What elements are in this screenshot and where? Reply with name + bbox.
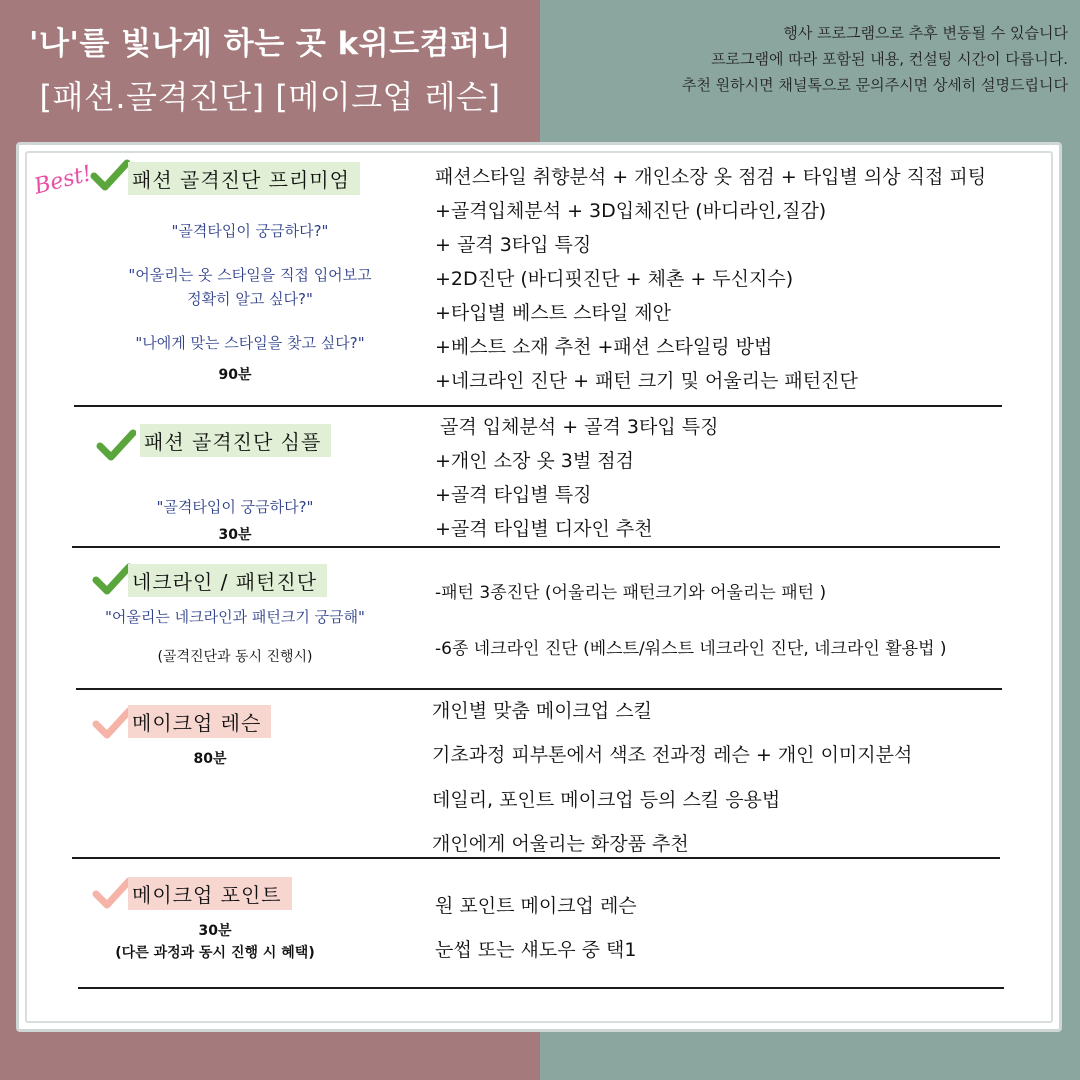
section-label-makeup-point: 메이크업 포인트 [128,877,292,910]
section-divider [72,546,1000,548]
section-label-simple: 패션 골격진단 심플 [140,424,331,457]
item-text: -패턴 3종진단 (어울리는 패턴크기와 어울리는 패턴 ) [435,583,827,603]
question-text: "골격타입이 궁금하다?" [171,222,329,240]
section-divider [74,405,1002,407]
item-text: -6종 네크라인 진단 (베스트/워스트 네크라인 진단, 네크라인 활용법 ) [435,639,947,659]
notice-line: 프로그램에 따라 포함된 내용, 컨설팅 시간이 다릅니다. [711,50,1068,68]
notice-block [682,20,1068,98]
item-text: +골격입체분석 + 3D입체진단 (바디라인,질감) [435,200,827,222]
item-text: +골격 타입별 디자인 추천 [435,518,653,540]
section-label-premium: 패션 골격진단 프리미엄 [128,162,360,195]
question-text: "골격타입이 궁금하다?" [156,498,314,516]
question-text: "나에게 맞는 스타일을 찾고 싶다?" [135,334,365,352]
duration-text: (골격진단과 동시 진행시) [157,649,313,665]
section-divider [76,688,1002,690]
section-divider [72,857,1000,859]
item-text: 개인별 맞춤 메이크업 스킬 [432,700,653,722]
question-text: "어울리는 네크라인과 패턴크기 궁금해" [105,608,365,626]
item-text: 개인에게 어울리는 화장품 추천 [432,833,689,855]
best-badge: Best! [31,161,95,200]
notice-line: 추천 원하시면 채널톡으로 문의주시면 상세히 설명드립니다 [681,76,1068,94]
item-text: +2D진단 (바디핏진단 + 체촌 + 두신지수) [435,268,794,290]
section-divider [78,987,1004,989]
question-text: 정확히 알고 싶다?" [187,290,313,308]
duration-text: 90분 [218,367,252,383]
question-text: "어울리는 옷 스타일을 직접 입어보고 [128,266,372,284]
duration-note: (다른 과정과 동시 진행 시 혜택) [115,945,315,961]
check-icon [96,428,136,462]
notice-line: 행사 프로그램으로 추후 변동될 수 있습니다 [783,24,1068,42]
item-text: 데일리, 포인트 메이크업 등의 스킬 응용법 [432,789,781,811]
item-text: + 골격 3타입 특징 [435,234,592,256]
duration-text: 30분 [218,527,252,543]
section-label-neckline: 네크라인 / 패턴진단 [128,564,327,597]
check-icon [92,876,132,910]
item-text: 골격 입체분석 + 골격 3타입 특징 [440,416,719,438]
duration-text: 80분 [193,751,227,767]
item-text: +베스트 소재 추천 +패션 스타일링 방법 [435,336,773,358]
item-text: 눈썹 또는 섀도우 중 택1 [435,939,637,961]
check-icon [92,706,132,740]
page-title: '나'를 빛나게 하는 곳 k위드컴퍼니 [28,26,512,62]
item-text: 패션스타일 취향분석 + 개인소장 옷 점검 + 타입별 의상 직접 피팅 [435,166,987,188]
item-text: +골격 타입별 특징 [435,484,592,506]
check-icon [90,158,130,192]
section-label-makeup-lesson: 메이크업 레슨 [128,705,271,738]
item-text: +개인 소장 옷 3벌 점검 [435,450,634,472]
item-text: 원 포인트 메이크업 레슨 [435,895,637,917]
page-subtitle: [패션.골격진단] [메이크업 레슨] [39,78,501,116]
item-text: 기초과정 피부톤에서 색조 전과정 레슨 + 개인 이미지분석 [432,744,913,766]
item-text: +네크라인 진단 + 패턴 크기 및 어울리는 패턴진단 [435,370,858,392]
duration-text: 30분 [198,923,232,939]
check-icon [92,562,132,596]
item-text: +타입별 베스트 스타일 제안 [435,302,671,324]
